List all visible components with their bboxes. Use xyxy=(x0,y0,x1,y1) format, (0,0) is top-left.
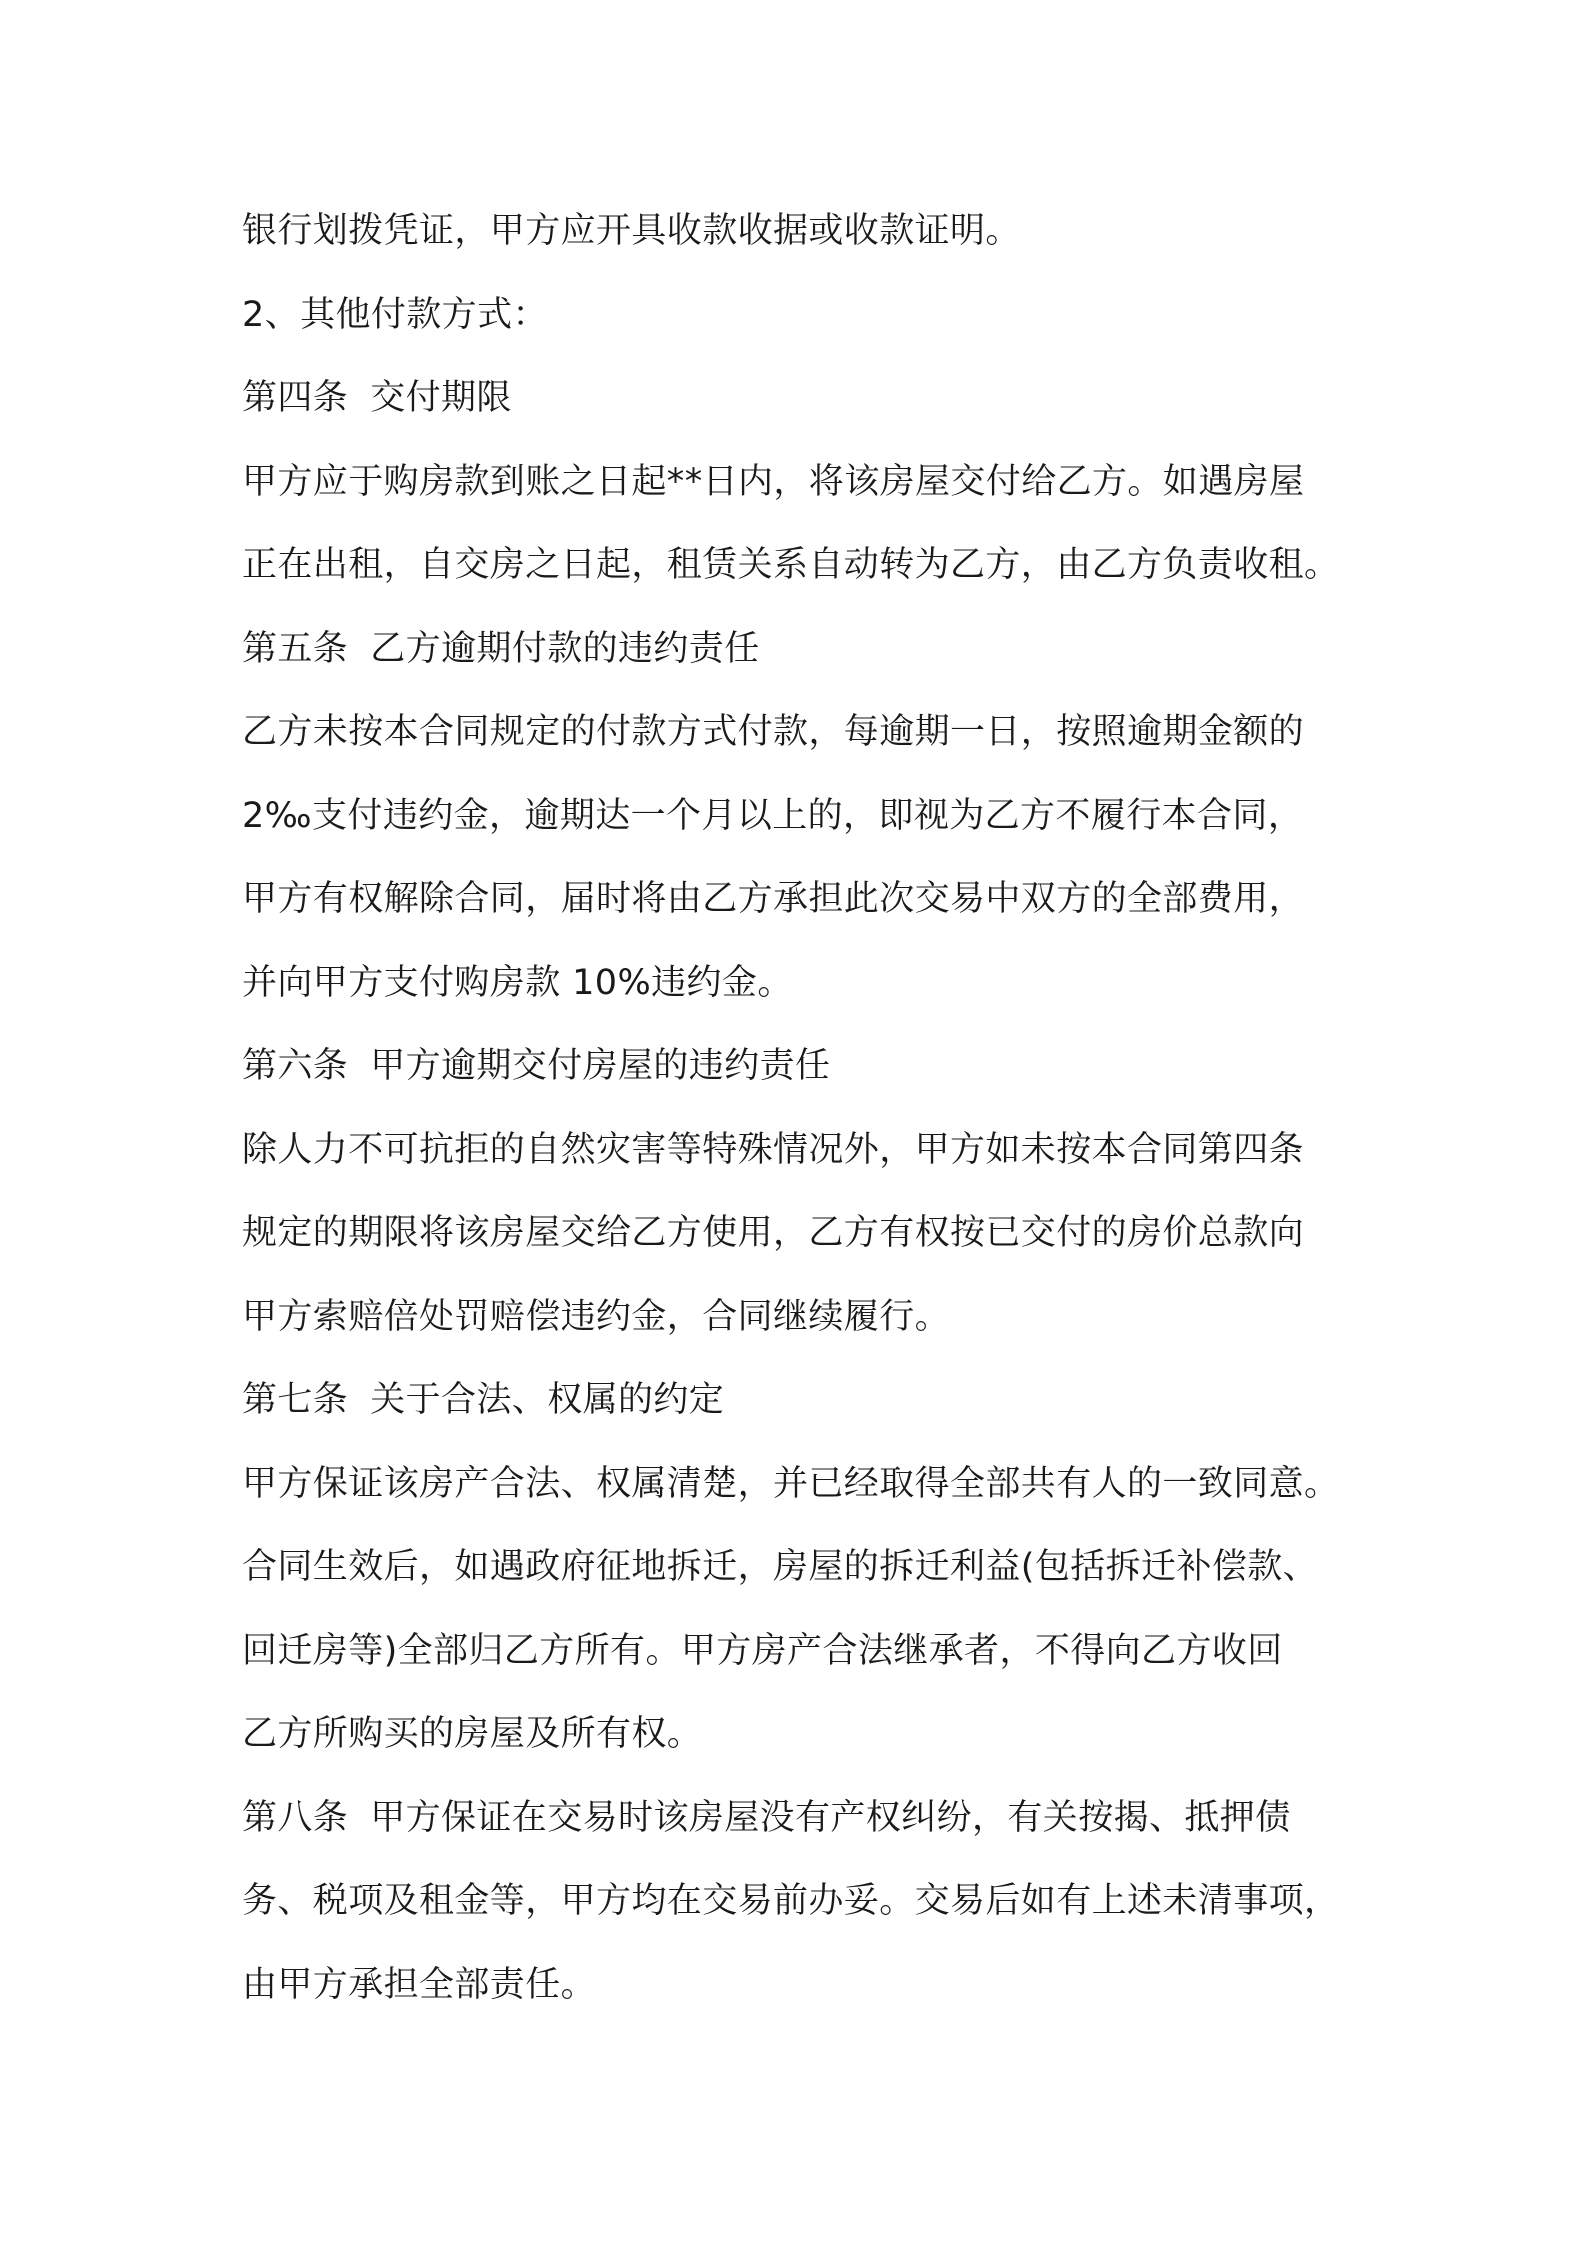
article-title: 交付期限 xyxy=(370,378,512,418)
article-7-body xyxy=(242,1443,1362,1777)
text-line: 银行划拨凭证，甲方应开具收款收据或收款证明。 xyxy=(242,211,1021,251)
text-line: 2、其他付款方式： xyxy=(242,294,548,335)
article-title: 乙方逾期付款的违约责任 xyxy=(370,628,760,669)
article-6-heading xyxy=(242,1025,1362,1109)
article-8-first-line xyxy=(242,1777,1362,1861)
text-line: 除人力不可抗拒的自然灾害等特殊情况外，甲方如未按本合同第四条 xyxy=(242,1129,1305,1170)
text-line: 甲方保证在交易时该房屋没有产权纠纷，有关按揭、抵押债 xyxy=(370,1797,1291,1838)
text-line: 回迁房等)全部归乙方所有。甲方房产合法继承者，不得向乙方收回 xyxy=(242,1630,1283,1671)
article-title: 关于合法、权属的约定 xyxy=(370,1380,725,1420)
paragraph-other-payment xyxy=(242,274,1362,358)
article-5-heading xyxy=(242,608,1362,692)
text-line: 乙方未按本合同规定的付款方式付款，每逾期一日，按照逾期金额的 xyxy=(242,712,1305,752)
article-number: 第四条 xyxy=(242,378,349,418)
article-number: 第六条 xyxy=(242,1046,349,1086)
text-line: 由甲方承担全部责任。 xyxy=(242,1964,597,2005)
text-line: 合同生效后，如遇政府征地拆迁，房屋的拆迁利益(包括拆迁补偿款、 xyxy=(242,1547,1319,1587)
text-line: 甲方应于购房款到账之日起**日内，将该房屋交付给乙方。如遇房屋 xyxy=(242,461,1305,502)
article-6-body xyxy=(242,1109,1362,1360)
text-line: 甲方索赔倍处罚赔偿违约金，合同继续履行。 xyxy=(242,1296,951,1337)
article-title: 甲方逾期交付房屋的违约责任 xyxy=(370,1046,831,1086)
article-number: 第八条 xyxy=(242,1797,349,1838)
document-body xyxy=(242,190,1362,2027)
article-5-body xyxy=(242,691,1362,1025)
text-line: 并向甲方支付购房款 10%违约金。 xyxy=(242,962,793,1003)
text-line: 规定的期限将该房屋交给乙方使用，乙方有权按已交付的房价总款向 xyxy=(242,1213,1305,1253)
text-line: 务、税项及租金等，甲方均在交易前办妥。交易后如有上述未清事项， xyxy=(242,1881,1340,1921)
text-line: 乙方所购买的房屋及所有权。 xyxy=(242,1714,703,1754)
text-line: 甲方保证该房产合法、权属清楚，并已经取得全部共有人的一致同意。 xyxy=(242,1463,1340,1504)
article-4-body xyxy=(242,441,1362,608)
article-4-heading xyxy=(242,357,1362,441)
article-7-heading xyxy=(242,1359,1362,1443)
text-line: 甲方有权解除合同，届时将由乙方承担此次交易中双方的全部费用， xyxy=(242,879,1305,919)
article-number: 第七条 xyxy=(242,1380,349,1420)
article-number: 第五条 xyxy=(242,628,349,669)
paragraph-payment-voucher xyxy=(242,190,1362,274)
text-line: 2‰支付违约金，逾期达一个月以上的，即视为乙方不履行本合同， xyxy=(242,795,1304,836)
article-8 xyxy=(242,1777,1362,2028)
text-line: 正在出租，自交房之日起，租赁关系自动转为乙方，由乙方负责收租。 xyxy=(242,545,1340,585)
